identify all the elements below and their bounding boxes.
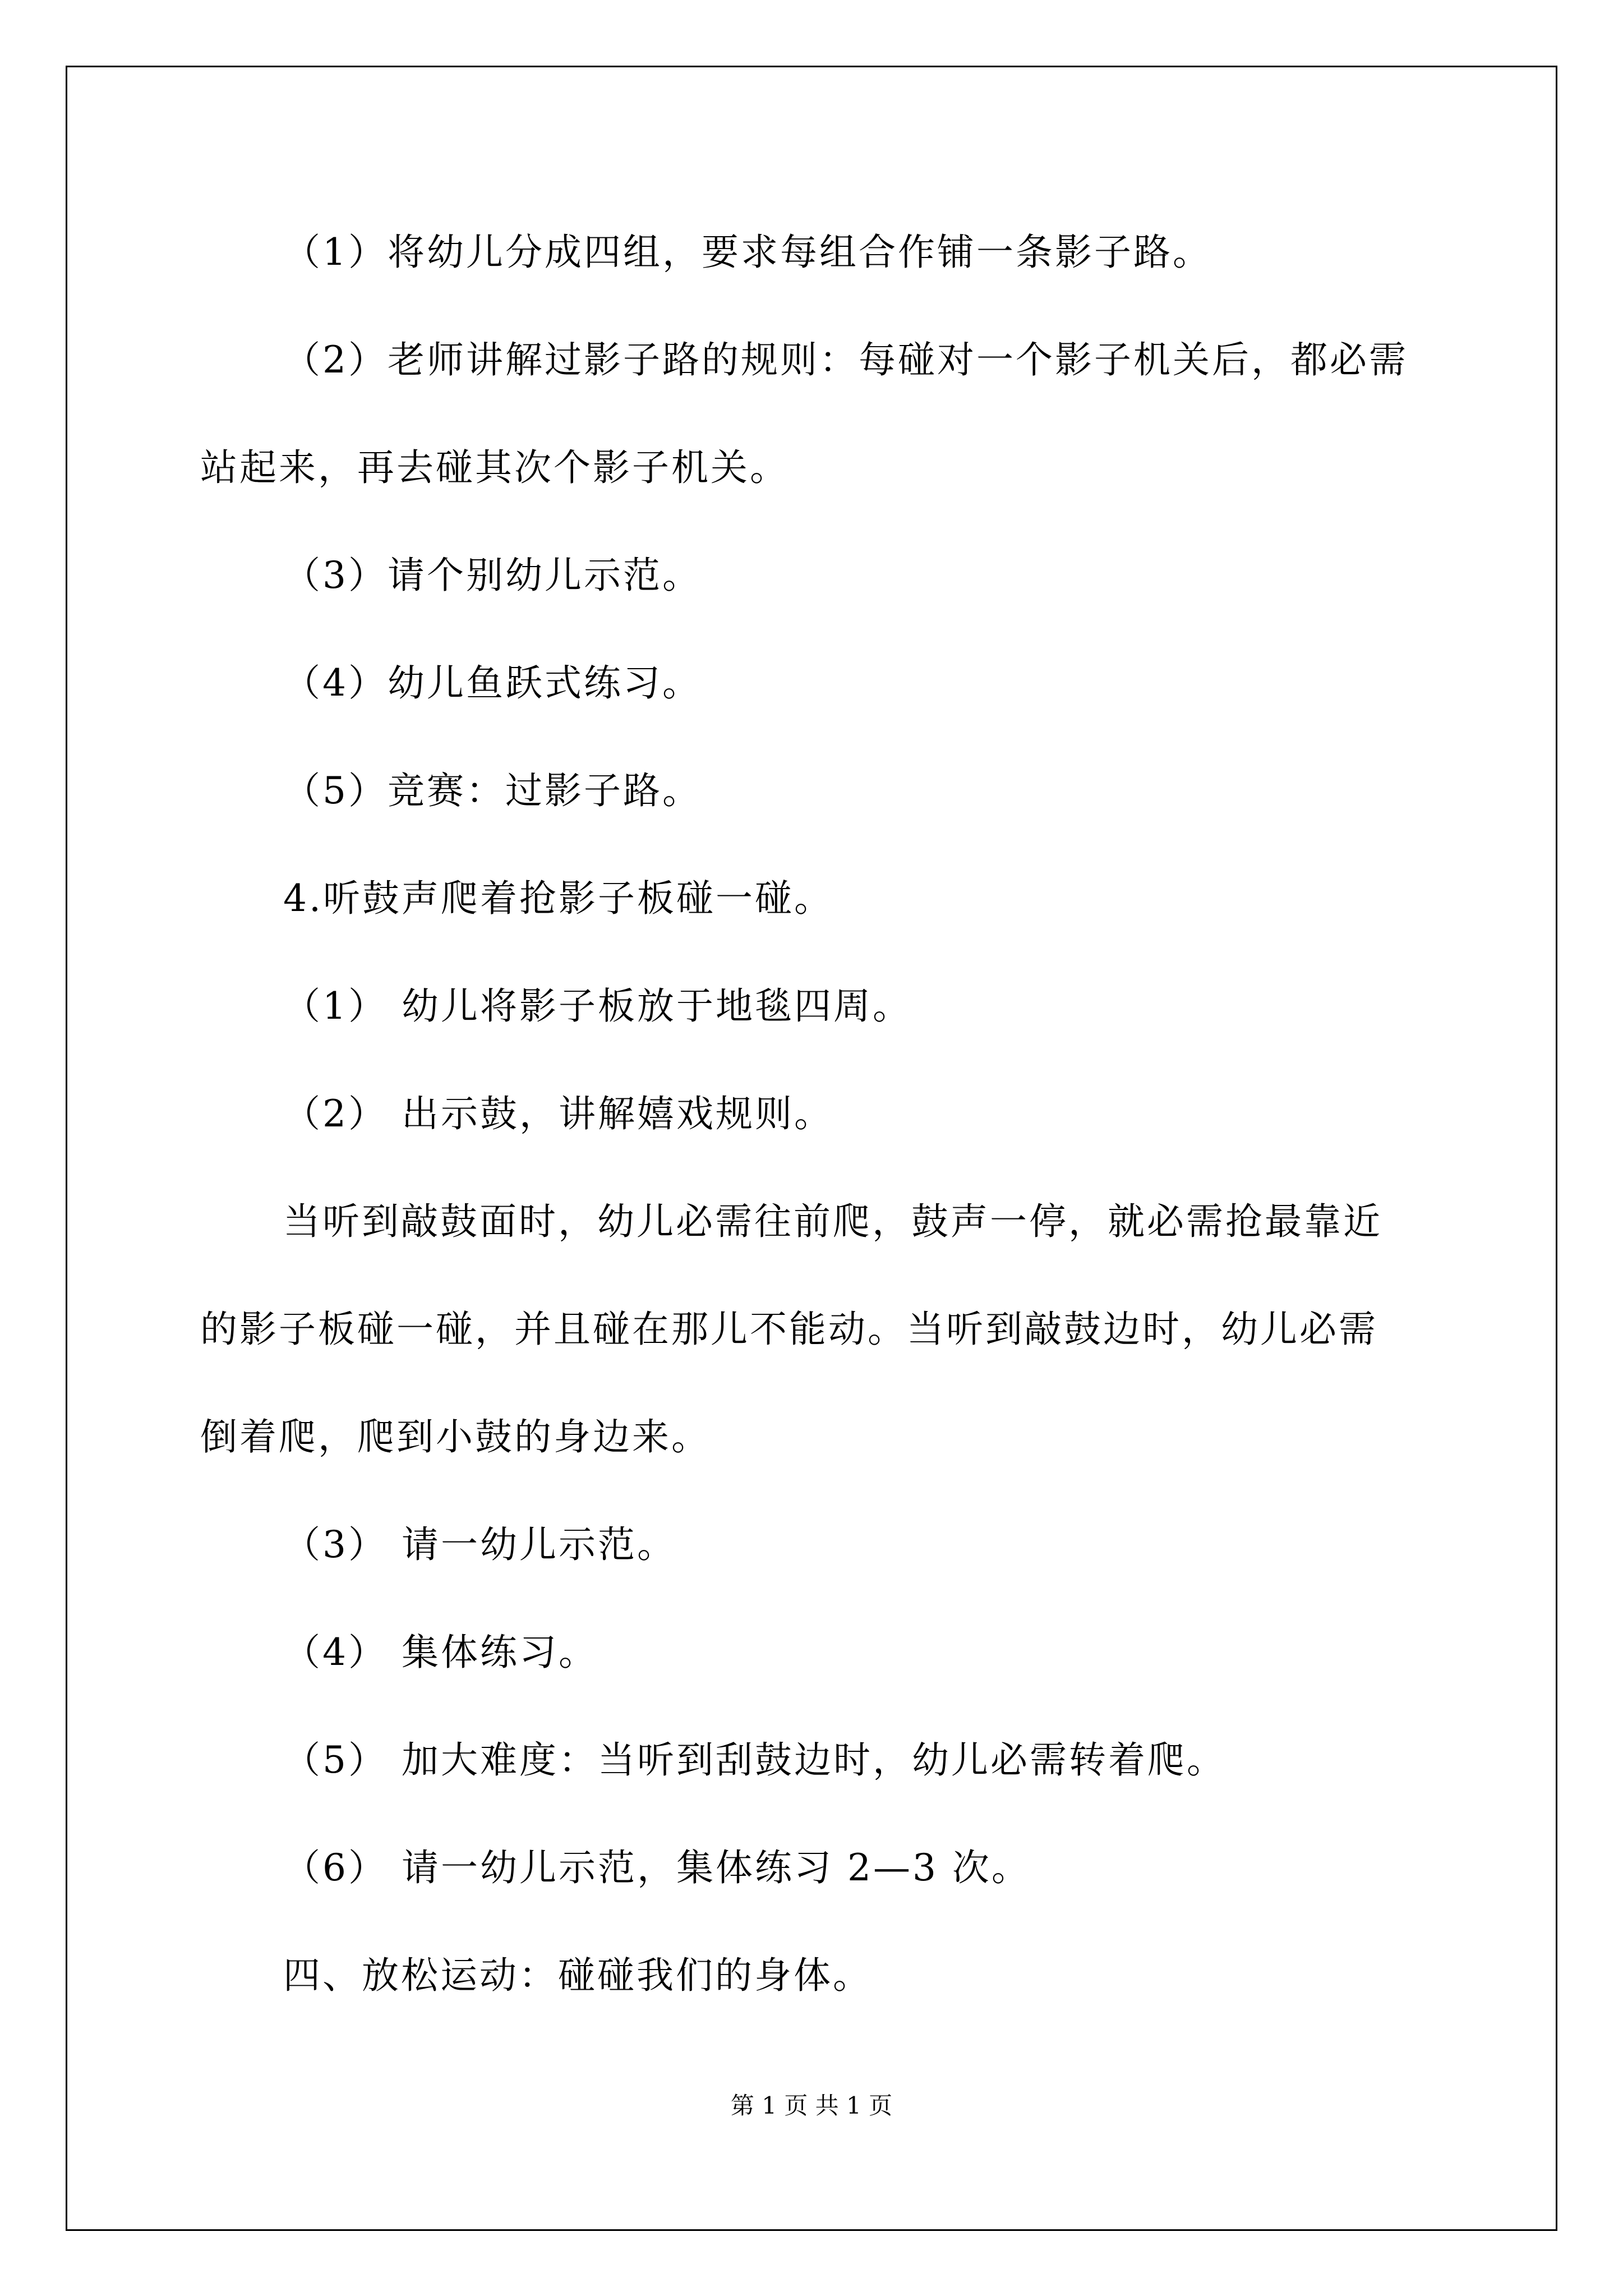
paragraph-sub-step-4: （4） 集体练习。 bbox=[283, 1631, 598, 1674]
paragraph-step-2-continued: 站起来，再去碰其次个影子机关。 bbox=[200, 446, 789, 489]
paragraph-rules-continued-1: 的影子板碰一碰，并且碰在那儿不能动。当听到敲鼓边时，幼儿必需 bbox=[200, 1308, 1378, 1351]
paragraph-sub-step-5: （5） 加大难度：当听到刮鼓边时，幼儿必需转着爬。 bbox=[283, 1738, 1226, 1782]
section-heading-4: 4.听鼓声爬着抢影子板碰一碰。 bbox=[283, 877, 833, 920]
paragraph-step-3: （3）请个别幼儿示范。 bbox=[283, 554, 702, 597]
paragraph-sub-step-1: （1） 幼儿将影子板放于地毯四周。 bbox=[283, 984, 912, 1028]
paragraph-rules: 当听到敲鼓面时，幼儿必需往前爬，鼓声一停，就必需抢最靠近 bbox=[283, 1200, 1382, 1243]
paragraph-sub-step-2: （2） 出示鼓，讲解嬉戏规则。 bbox=[283, 1092, 833, 1135]
paragraph-step-2: （2）老师讲解过影子路的规则：每碰对一个影子机关后，都必需 bbox=[283, 338, 1408, 381]
paragraph-step-1: （1）将幼儿分成四组，要求每组合作铺一条影子路。 bbox=[283, 231, 1212, 274]
paragraph-sub-step-6: （6） 请一幼儿示范，集体练习 2—3 次。 bbox=[283, 1846, 1031, 1889]
paragraph-step-5: （5）竞赛：过影子路。 bbox=[283, 769, 702, 812]
paragraph-rules-continued-2: 倒着爬，爬到小鼓的身边来。 bbox=[200, 1415, 711, 1458]
section-heading-relax: 四、放松运动：碰碰我们的身体。 bbox=[283, 1954, 872, 1997]
page-footer: 第 1 页 共 1 页 bbox=[730, 2092, 893, 2119]
paragraph-sub-step-3: （3） 请一幼儿示范。 bbox=[283, 1523, 676, 1566]
page-border bbox=[66, 66, 1557, 2231]
paragraph-step-4: （4）幼儿鱼跃式练习。 bbox=[283, 661, 702, 705]
